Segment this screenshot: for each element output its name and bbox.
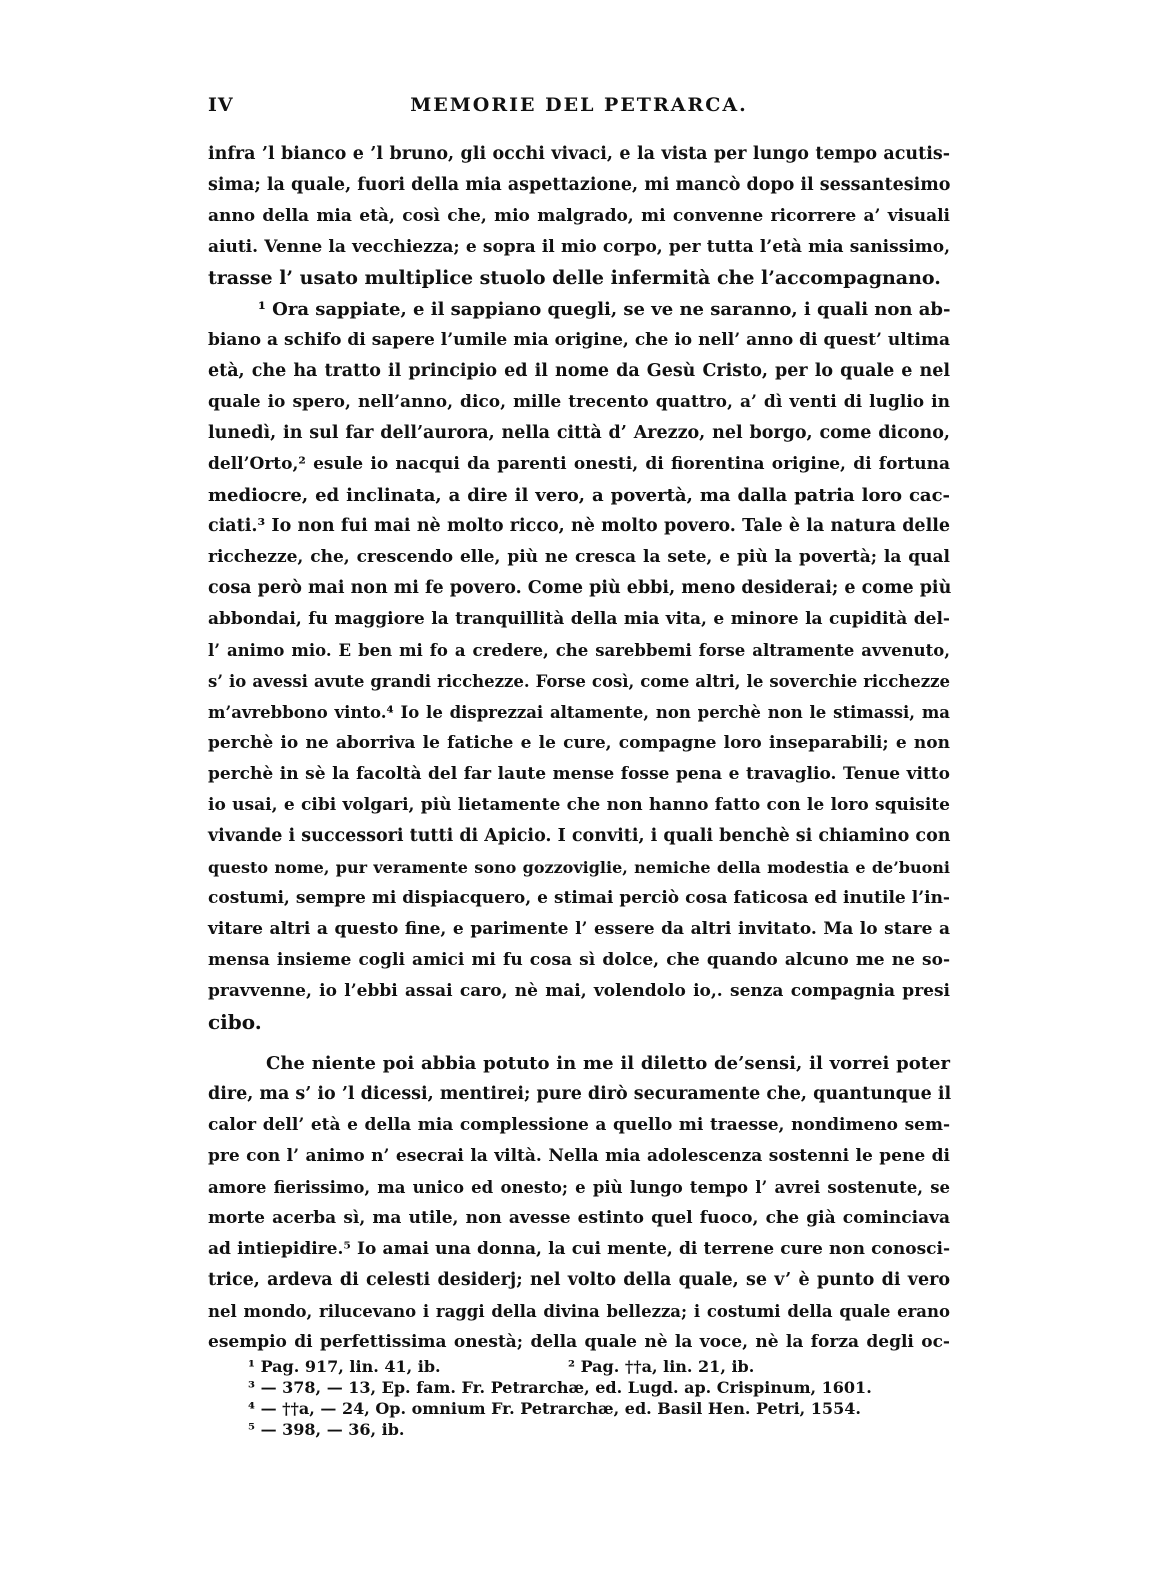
text-line: ad intiepidire.⁵ Io amai una donna, la cui mente, di terrene cure non conosci- bbox=[208, 1239, 950, 1259]
text-line: morte acerba sì, ma utile, non avesse estinto quel fuoco, che già cominciava bbox=[208, 1208, 950, 1228]
paragraph-1 bbox=[208, 139, 950, 294]
text-line: anno della mia età, così che, mio malgrado, mi convenne ricorrere a’ visuali bbox=[208, 206, 950, 226]
text-line: costumi, sempre mi dispiacquero, e stimai perciò cosa faticosa ed inutile l’in- bbox=[208, 888, 950, 908]
text-line: aiuti. Venne la vecchiezza; e sopra il mio corpo, per tutta l’età mia sanissimo, bbox=[208, 237, 950, 257]
text-line: sima; la quale, fuori della mia aspettazione, mi mancò dopo il sessantesimo bbox=[208, 175, 951, 195]
text-line: ¹ Ora sappiate, e il sappiano quegli, se ve ne saranno, i quali non ab- bbox=[258, 299, 951, 320]
footnote-row bbox=[248, 1356, 868, 1377]
text-line: biano a schifo di sapere l’umile mia origine, che io nell’ anno di quest’ ultima bbox=[208, 330, 950, 350]
text-line: questo nome, pur veramente sono gozzoviglie, nemiche della modestia e de’buoni bbox=[208, 858, 950, 877]
text-line: dell’Orto,² esule io nacqui da parenti onesti, di fiorentina origine, di fortuna bbox=[208, 454, 950, 474]
text-line: l’ animo mio. E ben mi fo a credere, che sarebbemi forse altramente avvenuto, bbox=[208, 641, 950, 660]
body-text bbox=[208, 139, 950, 1358]
text-line: cibo. bbox=[208, 1010, 262, 1034]
text-line: età, che ha tratto il principio ed il nome da Gesù Cristo, per lo quale e nel bbox=[208, 361, 950, 381]
text-line: ciati.³ Io non fui mai nè molto ricco, nè molto povero. Tale è la natura delle bbox=[208, 516, 950, 536]
text-line: esempio di perfettissima onestà; della quale nè la voce, nè la forza degli oc- bbox=[208, 1332, 950, 1352]
footnote-5: ⁵ — 398, — 36, ib. bbox=[248, 1420, 405, 1439]
text-line: infra ’l bianco e ’l bruno, gli occhi vivaci, e la vista per lungo tempo acutis- bbox=[208, 144, 950, 164]
footnote-3: ³ — 378, — 13, Ep. fam. Fr. Petrarchæ, ed. Lugd. ap. Crispinum, 1601. bbox=[248, 1378, 872, 1397]
text-line: trasse l’ usato multiplice stuolo delle infermità che l’accompagnano. bbox=[208, 267, 941, 289]
text-line: dire, ma s’ io ’l dicessi, mentirei; pure dirò securamente che, quantunque il bbox=[208, 1084, 952, 1104]
text-line: m’avrebbono vinto.⁴ Io le disprezzai altamente, non perchè non le stimassi, ma bbox=[208, 703, 950, 722]
text-line: quale io spero, nell’anno, dico, mille trecento quattro, a’ dì venti di luglio in bbox=[208, 392, 950, 412]
footnote-1: ¹ Pag. 917, lin. 41, ib. bbox=[248, 1357, 441, 1376]
text-line: cosa però mai non mi fe povero. Come più ebbi, meno desiderai; e come più bbox=[208, 578, 952, 598]
text-line: abbondai, fu maggiore la tranquillità della mia vita, e minore la cupidità del- bbox=[208, 609, 950, 629]
text-line: pre con l’ animo n’ esecrai la viltà. Nella mia adolescenza sostenni le pene di bbox=[208, 1146, 950, 1166]
text-line: nel mondo, rilucevano i raggi della divina bellezza; i costumi della quale erano bbox=[208, 1302, 950, 1321]
text-line: lunedì, in sul far dell’aurora, nella città d’ Arezzo, nel borgo, come dicono, bbox=[208, 423, 950, 443]
text-line: io usai, e cibi volgari, più lietamente che non hanno fatto con le loro squisite bbox=[208, 795, 950, 815]
text-line: Che niente poi abbia potuto in me il diletto de’sensi, il vorrei poter bbox=[266, 1053, 950, 1074]
footnote-2: ² Pag. ††a, lin. 21, ib. bbox=[568, 1357, 755, 1376]
page-number: IV bbox=[208, 94, 234, 116]
text-line: mediocre, ed inclinata, a dire il vero, a povertà, ma dalla patria loro cac- bbox=[208, 485, 950, 506]
text-line: vitare altri a questo fine, e parimente l’ essere da altri invitato. Ma lo stare a bbox=[208, 919, 950, 939]
paragraph-2 bbox=[208, 294, 950, 1038]
text-line: s’ io avessi avute grandi ricchezze. Forse così, come altri, le soverchie ricchezze bbox=[208, 672, 950, 691]
text-line: pravvenne, io l’ebbi assai caro, nè mai, volendolo io,. senza compagnia presi bbox=[208, 981, 950, 1001]
footnote-4: ⁴ — ††a, — 24, Op. omnium Fr. Petrarchæ, ed. Basil Hen. Petri, 1554. bbox=[248, 1399, 861, 1418]
text-line: perchè in sè la facoltà del far laute mense fosse pena e travaglio. Tenue vitto bbox=[208, 764, 950, 784]
text-line: calor dell’ età e della mia complessione a quello mi traesse, nondimeno sem- bbox=[208, 1115, 950, 1135]
text-line: amore fierissimo, ma unico ed onesto; e più lungo tempo l’ avrei sostenute, se bbox=[208, 1178, 950, 1197]
text-line: mensa insieme cogli amici mi fu cosa sì dolce, che quando alcuno me ne so- bbox=[208, 950, 950, 970]
footnotes bbox=[248, 1356, 872, 1440]
running-head bbox=[208, 94, 950, 124]
running-title: MEMORIE DEL PETRARCA. bbox=[410, 94, 748, 116]
text-line: vivande i successori tutti di Apicio. I conviti, i quali benchè si chiamino con bbox=[208, 826, 951, 846]
paragraph-3 bbox=[208, 1048, 950, 1358]
text-line: ricchezze, che, crescendo elle, più ne cresca la sete, e più la povertà; la qual bbox=[208, 547, 950, 567]
text-line: perchè io ne aborriva le fatiche e le cure, compagne loro inseparabili; e non bbox=[208, 733, 950, 753]
text-line: trice, ardeva di celesti desiderj; nel volto della quale, se v’ è punto di vero bbox=[208, 1270, 950, 1290]
